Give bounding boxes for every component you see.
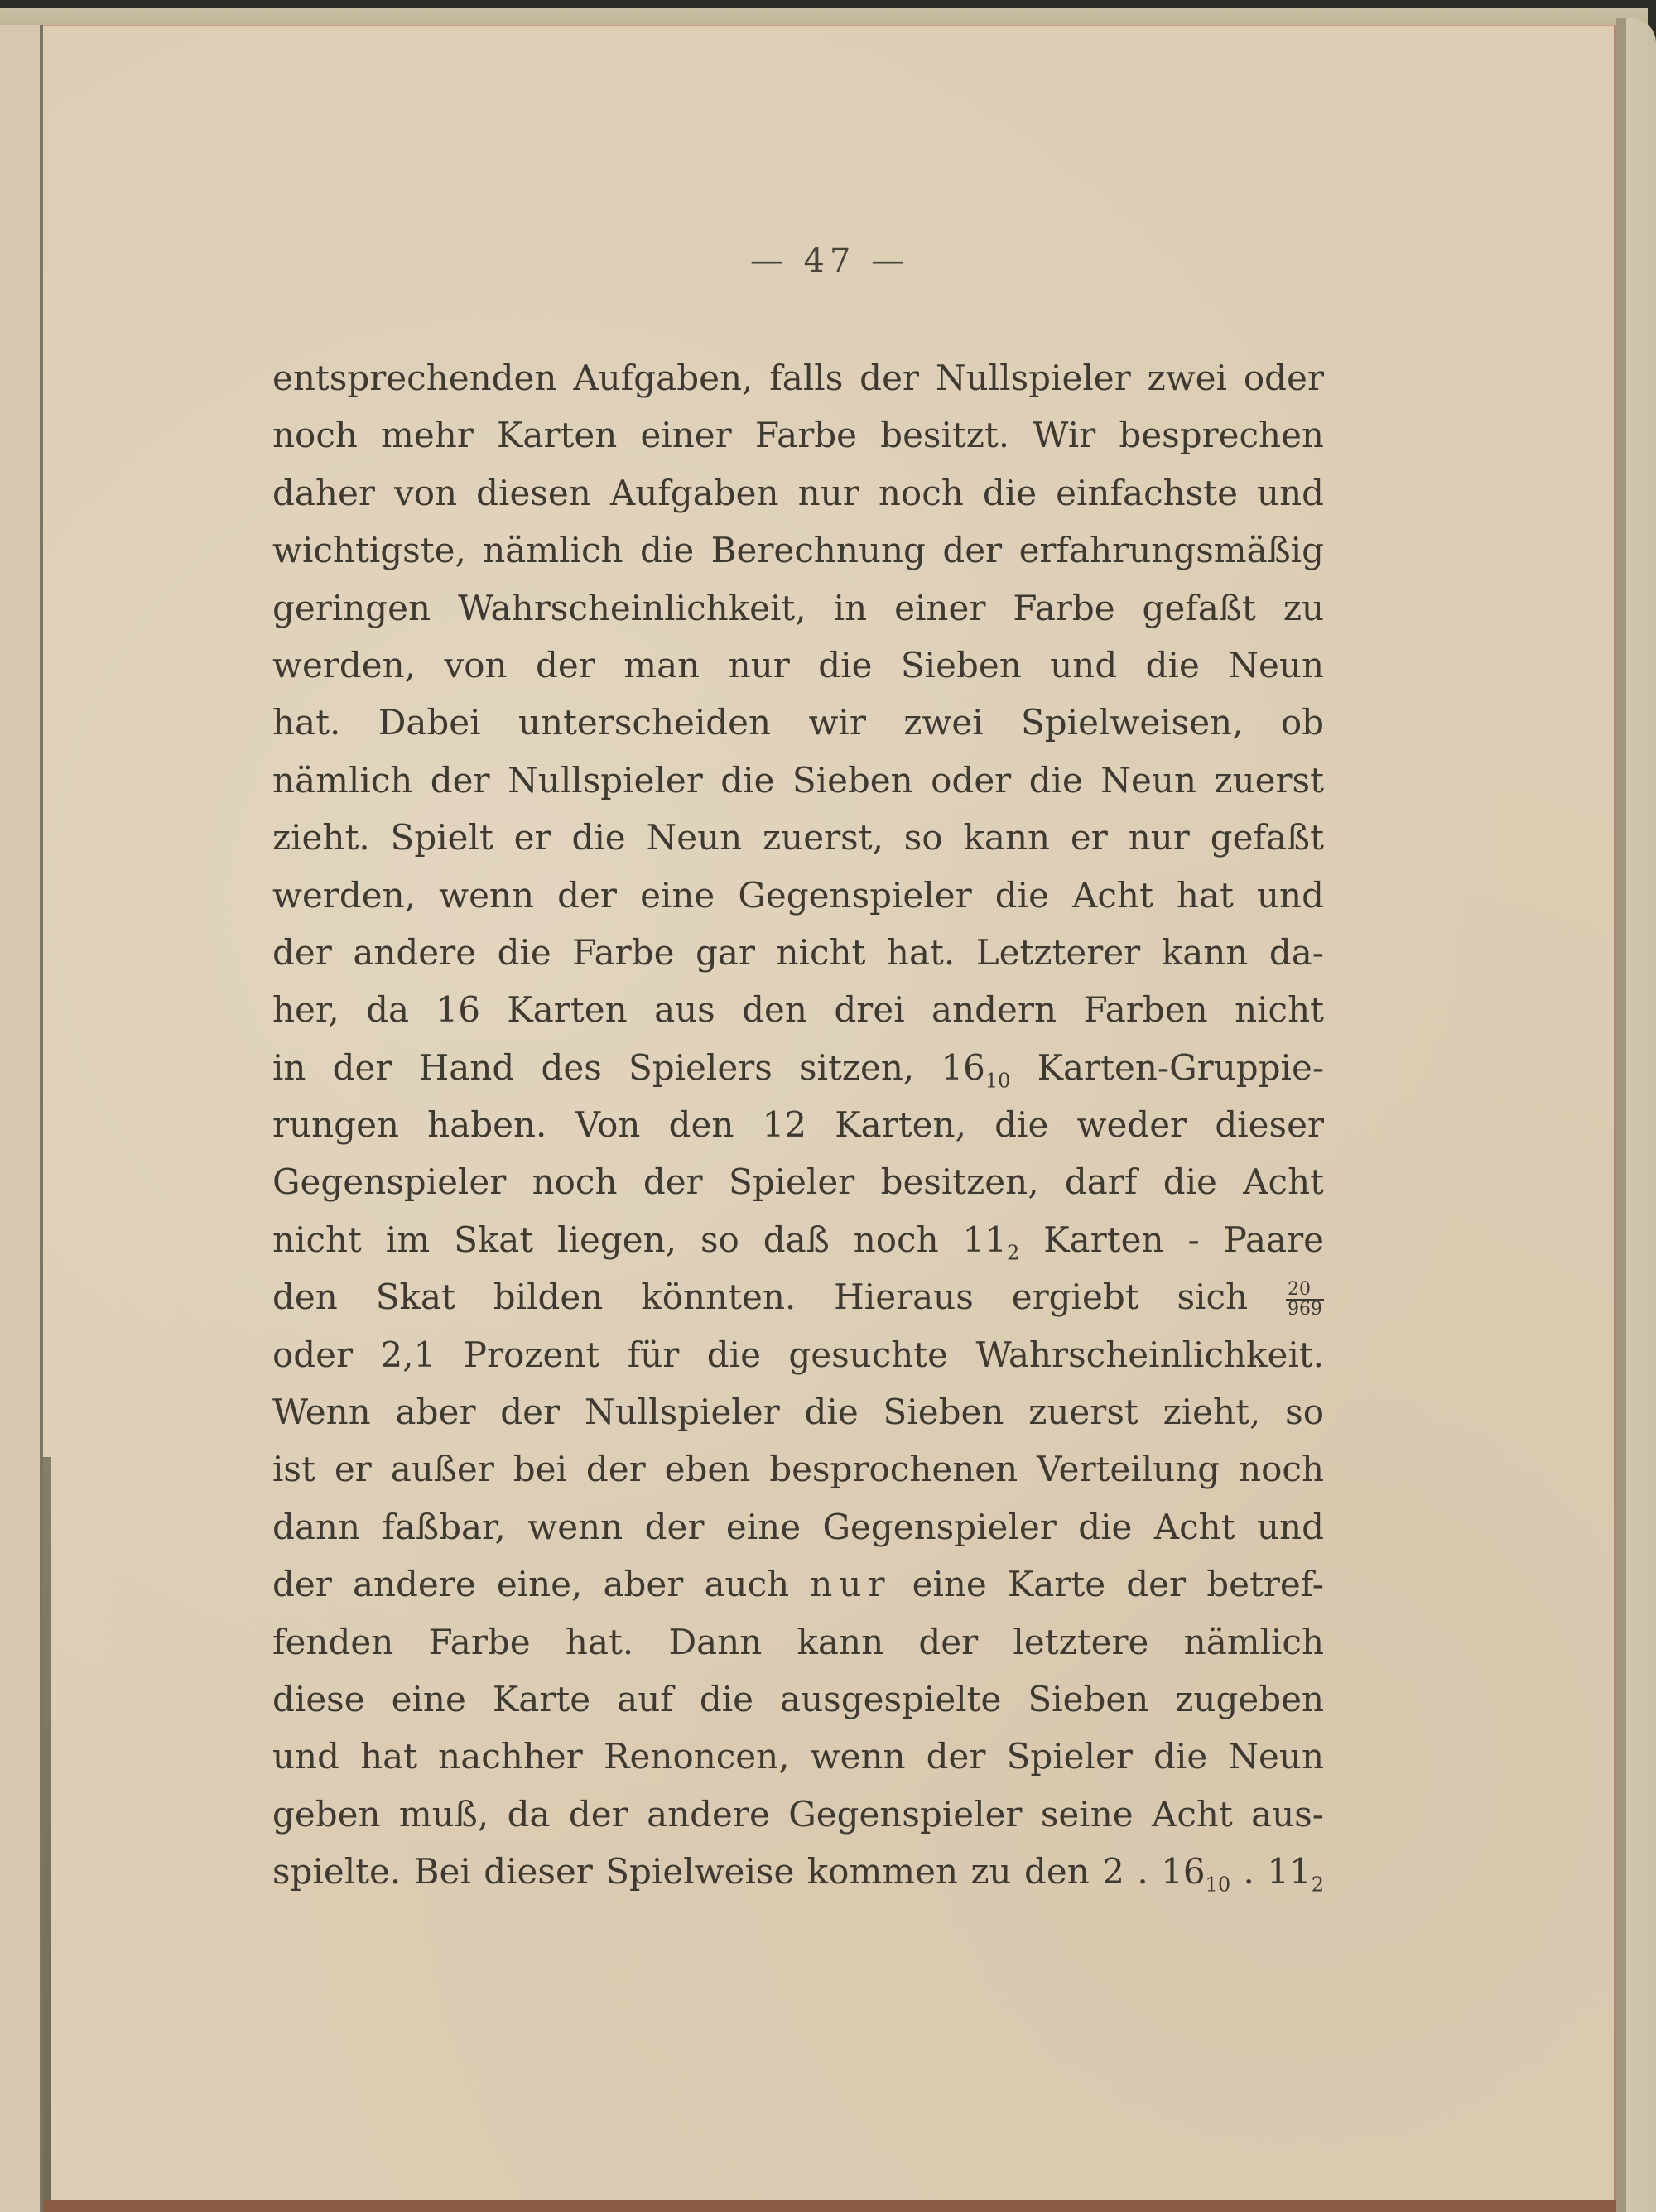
text-line: werden, von der man nur die Sieben und die Neun [272, 644, 1324, 685]
text-segment: eine Karte der betref- [891, 1564, 1324, 1605]
text-segment: Karten - Paare [1019, 1219, 1324, 1260]
page-number: — 47 — [749, 242, 910, 280]
text-line: zieht. Spielt er die Neun zuerst, so kann er nur gefaßt [272, 817, 1324, 858]
torn-gutter-edge [43, 1457, 51, 2212]
text-line: fenden Farbe hat. Dann kann der letztere nämlich [272, 1621, 1324, 1662]
text-segment: den Skat bilden könnten. Hieraus ergiebt sich [272, 1277, 1286, 1318]
text-line: wichtigste, nämlich die Berechnung der erfahrungsmäßig [272, 530, 1324, 571]
subscript: 10 [984, 1069, 1011, 1093]
text-line: geben muß, da der andere Gegenspieler seine Acht aus- [272, 1793, 1324, 1835]
text-line [272, 1268, 1324, 1325]
text-line: Wenn aber der Nullspieler die Sieben zuerst zieht, so [272, 1392, 1324, 1433]
text-line: hat. Dabei unterscheiden wir zwei Spielweisen, ob [272, 702, 1324, 743]
text-line [272, 1211, 1324, 1268]
text-segment: nicht im Skat liegen, so daß noch 11 [272, 1219, 1008, 1260]
body-text [272, 349, 1324, 1901]
text-line: werden, wenn der eine Gegenspieler die Acht hat und [272, 874, 1324, 916]
text-segment: . 11 [1230, 1851, 1312, 1892]
text-line: daher von diesen Aufgaben nur noch die einfachste und [272, 472, 1324, 513]
text-line [272, 1843, 1324, 1900]
fraction-denominator: 969 [1288, 1299, 1322, 1320]
text-line: und hat nachher Renoncen, wenn der Spieler die Neun [272, 1736, 1324, 1777]
fraction [1286, 1281, 1324, 1319]
emphasis-spaced: nur [810, 1564, 892, 1605]
text-line: nämlich der Nullspieler die Sieben oder die Neun zuerst [272, 759, 1324, 801]
text-line: dann faßbar, wenn der eine Gegenspieler die Acht und [272, 1506, 1324, 1547]
subscript: 2 [1007, 1241, 1020, 1265]
text-segment: Karten-Gruppie- [1010, 1046, 1325, 1088]
subscript: 10 [1205, 1873, 1231, 1897]
text-line: rungen haben. Von den 12 Karten, die weder dieser [272, 1104, 1324, 1146]
text-line: ist er außer bei der eben besprochenen Verteilung noch [272, 1449, 1324, 1490]
fraction-numerator: 20 [1286, 1281, 1324, 1301]
text-line [272, 1556, 1324, 1613]
text-line: entsprechenden Aufgaben, falls der Nullspieler zwei oder [272, 358, 1324, 398]
subscript: 2 [1311, 1873, 1324, 1897]
text-line: diese eine Karte auf die ausgespielte Sieben zugeben [272, 1678, 1324, 1719]
book-top-edge [0, 8, 1648, 26]
text-line [272, 1039, 1324, 1096]
text-segment: der andere eine, aber auch [272, 1564, 811, 1605]
text-line: her, da 16 Karten aus den drei andern Farben nicht [272, 989, 1324, 1031]
page [43, 25, 1616, 2202]
book-right-edge [1616, 18, 1656, 2212]
previous-leaf-edge [0, 25, 43, 2212]
text-line: Gegenspieler noch der Spieler besitzen, darf die Acht [272, 1161, 1324, 1203]
text-line: oder 2,1 Prozent für die gesuchte Wahrscheinlichkeit. [272, 1334, 1324, 1375]
text-segment: in der Hand des Spielers sitzen, 16 [272, 1046, 985, 1088]
text-segment: spielte. Bei dieser Spielweise kommen zu den 2 . 16 [272, 1851, 1206, 1892]
text-line: noch mehr Karten einer Farbe besitzt. Wir besprechen [272, 415, 1324, 456]
text-line: geringen Wahrscheinlichkeit, in einer Farbe gefaßt zu [272, 587, 1324, 628]
book-bottom-edge [43, 2200, 1616, 2212]
text-line: der andere die Farbe gar nicht hat. Letzterer kann da- [272, 931, 1324, 973]
